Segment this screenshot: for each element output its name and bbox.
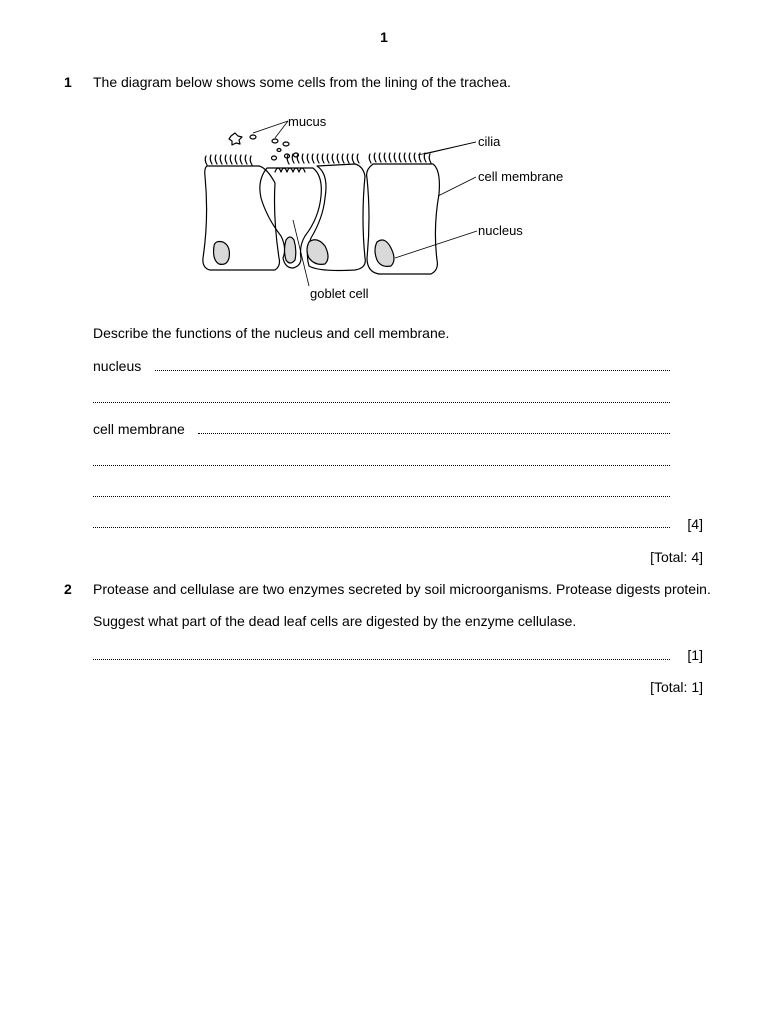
label-goblet-cell: goblet cell: [310, 286, 369, 301]
question-1-prompt: Describe the functions of the nucleus and cell membrane.: [93, 325, 450, 341]
cell-membrane-answer-line-1[interactable]: [198, 433, 670, 434]
nucleus-right: [375, 240, 394, 266]
nucleus-left: [214, 242, 230, 265]
question-2-prompt: Suggest what part of the dead leaf cells are digested by the enzyme cellulase.: [93, 613, 577, 629]
cell-membrane-answer-line-3[interactable]: [93, 496, 670, 497]
nucleus-answer-label: nucleus: [93, 358, 142, 374]
cell-membrane-answer-label: cell membrane: [93, 421, 185, 437]
question-1-number: 1: [64, 74, 72, 90]
question-2-total: [Total: 1]: [650, 679, 703, 695]
question-2-intro: Protease and cellulase are two enzymes secreted by soil microorganisms. Protease digests protein.: [93, 581, 711, 597]
question-2-marks: [1]: [687, 647, 703, 663]
nucleus-answer-line-2[interactable]: [93, 402, 670, 403]
nucleus-middle: [307, 240, 328, 265]
cell-membrane-answer-line-4[interactable]: [93, 527, 670, 528]
trachea-cells-diagram: [195, 108, 595, 308]
label-mucus: mucus: [288, 114, 327, 129]
label-nucleus: nucleus: [478, 223, 523, 238]
question-1-marks: [4]: [687, 516, 703, 532]
page-number: 1: [380, 29, 388, 45]
label-cilia: cilia: [478, 134, 501, 149]
cell-membrane-answer-line-2[interactable]: [93, 465, 670, 466]
question-1-intro: The diagram below shows some cells from the lining of the trachea.: [93, 74, 511, 90]
label-cell-membrane: cell membrane: [478, 169, 564, 184]
nucleus-answer-line-1[interactable]: [155, 370, 670, 371]
question-2-number: 2: [64, 581, 72, 597]
nucleus-goblet: [285, 237, 296, 263]
question-1-total: [Total: 4]: [650, 549, 703, 565]
question-2-answer-line[interactable]: [93, 659, 670, 660]
cilia-hairs: [205, 153, 431, 165]
